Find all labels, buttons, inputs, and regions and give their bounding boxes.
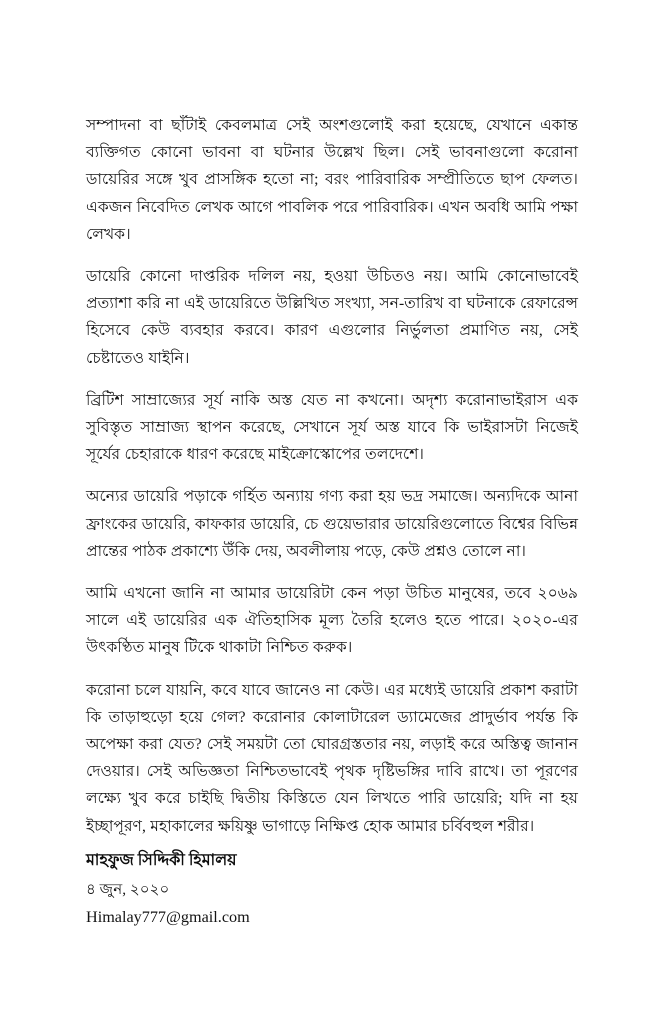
paragraph: অন্যের ডায়েরি পড়াকে গর্হিত অন্যায় গণ্য করা হয় ভদ্র সমাজে। অন্যদিকে আনা ফ্রাংকের ডায়েরি, কাফকার ডায়েরি, চে গুয়েভারার ডায়েরিগুলোতে বিশ্বের বিভিন্ন প্রান্তের পাঠক প্রকাশ্যে উঁকি দেয়, অবলীলায় পড়ে, কেউ প্রশ্নও তোলে না। xyxy=(86,488,578,560)
paragraph: সম্পাদনা বা ছাঁটাই কেবলমাত্র সেই অংশগুলোই করা হয়েছে, যেখানে একান্ত ব্যক্তিগত কোনো ভাবনা বা ঘটনার উল্লেখ ছিল। সেই ভাবনাগুলো করোনা ডায়েরির সঙ্গে খুব প্রাসঙ্গিক হতো না; বরং পারিবারিক সম্প্রীতিতে ছাপ ফেলত। একজন নিবেদিত লেখক আগে পাবলিক পরে পারিবারিক। এখন অবধি আমি পক্ষা লেখক। xyxy=(86,117,578,243)
author-email: Himalay777@gmail.com xyxy=(86,908,250,926)
paragraph: ডায়েরি কোনো দাপ্তরিক দলিল নয়, হওয়া উচিতও নয়। আমি কোনোভাবেই প্রত্যাশা করি না এই ডায়েরিতে উল্লিখিত সংখ্যা, সন-তারিখ বা ঘটনাকে রেফারেন্স হিসেবে কেউ ব্যবহার করবে। কারণ এগুলোর নির্ভুলতা প্রমাণিত নয়, সেই চেষ্টাতেও যাইনি। xyxy=(86,268,578,367)
paragraph: ব্রিটিশ সাম্রাজ্যের সূর্য নাকি অস্ত যেত না কখনো। অদৃশ্য করোনাভাইরাস এক সুবিস্তৃত সাম্রাজ্য স্থাপন করেছে, সেখানে সূর্য অস্ত যাবে কি ভাইরাসটা নিজেই সূর্যের চেহারাকে ধারণ করেছে মাইক্রোস্কোপের তলদেশে। xyxy=(86,391,578,464)
paragraph: করোনা চলে যায়নি, কবে যাবে জানেও না কেউ। এর মধ্যেই ডায়েরি প্রকাশ করাটা কি তাড়াহুড়ো হয়ে গেল? করোনার কোলাটারেল ড্যামেজের প্রাদুর্ভাব পর্যন্ত কি অপেক্ষা করা যেত? সেই সময়টা তো ঘোরগ্রস্ততার নয়, লড়াই করে অস্তিত্ব জানান দেওয়ার। সেই অভিজ্ঞতা নিশ্চিতভাবেই পৃথক দৃষ্টিভঙ্গির দাবি রাখে। তা পূরণের লক্ষ্যে খুব করে চাইছি দ্বিতীয় কিস্তিতে যেন লিখতে পারি ডায়েরি; যদি না হয় ইচ্ছাপূরণ, মহাকালের ক্ষয়িষ্ণু ভাগাড়ে নিক্ষিপ্ত হোক আমার চর্বিবহুল শরীর। xyxy=(86,681,578,835)
paragraph: আমি এখনো জানি না আমার ডায়েরিটা কেন পড়া উচিত মানুষের, তবে ২০৬৯ সালে এই ডায়েরির এক ঐতিহাসিক মূল্য তৈরি হলেও হতে পারে। ২০২০-এর উৎকণ্ঠিত মানুষ টিকে থাকাটা নিশ্চিত করুক। xyxy=(86,585,578,657)
signature-block xyxy=(86,848,578,930)
author-name: মাহফুজ সিদ্দিকী হিমালয় xyxy=(86,852,237,869)
body-text-column xyxy=(86,112,578,840)
signature-date: ৪ জুন, ২০২০ xyxy=(86,881,170,898)
